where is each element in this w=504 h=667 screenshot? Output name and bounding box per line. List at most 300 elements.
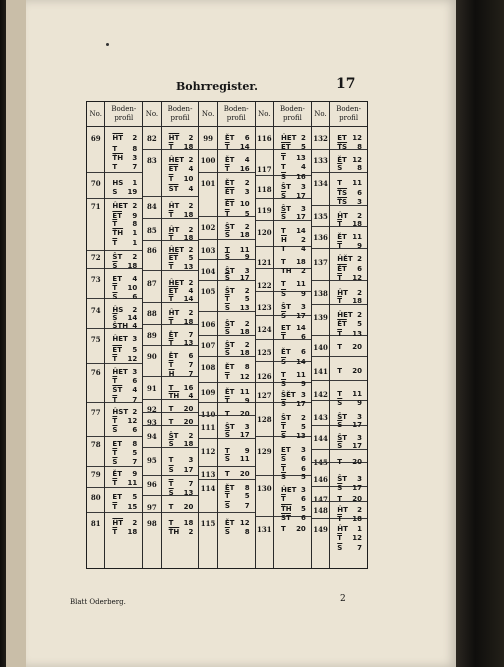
soil-type: ŜT — [224, 423, 235, 431]
layer-thickness: 2 — [132, 253, 138, 261]
soil-type: $\overline{S}$ — [281, 312, 287, 320]
layer-thickness: 5 — [188, 254, 194, 262]
row-divider — [105, 466, 142, 467]
bore-number: 135 — [313, 212, 328, 221]
layer-thickness: 19 — [127, 188, 138, 196]
soil-type: TH — [281, 267, 292, 275]
row-divider — [87, 268, 104, 269]
row-divider — [312, 400, 329, 401]
soil-type: $\overline{ĔT}$ — [224, 200, 235, 208]
bore-number: 129 — [257, 447, 272, 456]
bore-number: 82 — [147, 134, 157, 143]
row-divider — [143, 425, 160, 426]
layer-thickness: 9 — [300, 380, 306, 388]
row-divider — [312, 425, 329, 426]
soil-type: $\overline{TH}$ — [168, 392, 180, 400]
layer-thickness: 9 — [357, 399, 363, 407]
bore-number: 80 — [90, 493, 101, 502]
layer-thickness: 12 — [127, 417, 138, 425]
column-header-no: No. — [143, 102, 160, 127]
layer-thickness: 4 — [300, 245, 306, 253]
soil-type: ĤET — [112, 368, 128, 376]
soil-type: $\overline{T}$ — [168, 318, 174, 326]
row-divider — [162, 512, 199, 513]
row-divider — [256, 149, 273, 150]
layer-thickness: 7 — [357, 544, 363, 552]
row-divider — [256, 382, 273, 383]
bore-number: 122 — [257, 281, 272, 290]
layer-thickness: 20 — [352, 495, 363, 503]
bore-number: 138 — [313, 289, 328, 298]
layer-thickness: 11 — [239, 246, 250, 254]
row-divider — [312, 248, 329, 249]
layer-thickness: 2 — [357, 506, 363, 514]
soil-type: $\overline{T}$ — [168, 295, 174, 303]
soil-type: T̂S — [337, 189, 348, 197]
soil-type: $\overline{S}$ — [281, 455, 287, 463]
layer-thickness: 18 — [239, 231, 250, 239]
layer-thickness: 18 — [239, 349, 250, 357]
layer-thickness: 1 — [132, 229, 138, 237]
book-spine — [456, 0, 504, 667]
bore-number: 130 — [257, 484, 272, 493]
layer-thickness: 5 — [244, 210, 250, 218]
soil-type: $\overline{S}$ — [224, 253, 230, 261]
layer-thickness: 12 — [127, 355, 138, 363]
soil-type: ŜT — [224, 267, 235, 275]
soil-type: $\overline{S}$ — [281, 358, 287, 366]
soil-type: ĔT — [337, 233, 347, 241]
row-divider — [312, 226, 329, 227]
layer-thickness: 5 — [244, 492, 250, 500]
bore-number: 141 — [313, 367, 328, 376]
row-divider — [105, 487, 142, 488]
layer-thickness: 3 — [357, 198, 363, 206]
soil-type: ĤET — [281, 486, 297, 494]
bore-number: 134 — [313, 179, 328, 188]
soil-type: $\overline{T}$ — [337, 297, 343, 305]
soil-type: $\overline{S}$ — [112, 293, 118, 301]
column-header-profile: Boden- profil — [162, 102, 199, 127]
row-divider — [199, 335, 216, 336]
bore-number: 78 — [90, 440, 101, 449]
soil-profile-column — [330, 102, 367, 568]
soil-type: ŜT — [281, 303, 291, 311]
soil-type: ĔT — [224, 156, 235, 164]
layer-thickness: 9 — [132, 212, 138, 220]
row-divider — [256, 246, 273, 247]
soil-type: T — [112, 163, 118, 171]
bore-number: 118 — [257, 185, 272, 194]
soil-type: $\overline{T}$ — [112, 503, 118, 511]
soil-type: $\overline{S}$ — [112, 262, 118, 270]
layer-thickness: 2 — [357, 289, 363, 297]
row-divider — [312, 304, 329, 305]
bore-number: 72 — [90, 253, 101, 262]
layer-thickness: 2 — [188, 134, 194, 142]
soil-type: T — [281, 227, 286, 235]
soil-type: $\overline{S}$ — [112, 314, 118, 322]
soil-type: $\overline{T}$ — [112, 355, 118, 363]
soil-type: $\overline{T}$ — [112, 449, 118, 457]
layer-thickness: 20 — [352, 343, 363, 351]
layer-thickness: 4 — [132, 275, 138, 283]
bore-number: 93 — [147, 418, 157, 427]
row-divider — [105, 512, 142, 513]
layer-thickness: 18 — [183, 143, 194, 151]
row-divider — [256, 339, 273, 340]
layer-thickness: 1 — [357, 525, 363, 533]
row-divider — [143, 149, 160, 150]
soil-type: $\overline{ET}$ — [168, 287, 179, 295]
column-header-no: No. — [199, 102, 216, 127]
row-divider — [143, 512, 160, 513]
soil-type: $\overline{S}$ — [224, 431, 230, 439]
row-divider — [162, 475, 199, 476]
layer-thickness: 6 — [300, 465, 306, 473]
row-divider — [312, 280, 329, 281]
bore-number: 125 — [257, 348, 272, 357]
row-divider — [256, 175, 273, 176]
layer-thickness: 17 — [239, 431, 250, 439]
soil-type: T — [224, 447, 230, 455]
layer-thickness: 13 — [183, 489, 194, 497]
bore-number: 113 — [200, 470, 216, 479]
bore-number: 111 — [200, 423, 216, 432]
bore-number: 71 — [90, 202, 101, 211]
soil-type: $\overline{ŜT}$ — [168, 185, 179, 193]
soil-type: ŜT — [224, 223, 235, 231]
row-divider — [162, 196, 199, 197]
bore-number: 88 — [147, 309, 157, 318]
layer-thickness: 13 — [183, 263, 194, 271]
bore-number: 140 — [313, 343, 328, 352]
soil-type: T — [112, 145, 118, 153]
row-divider — [199, 259, 216, 260]
layer-thickness: 4 — [132, 322, 138, 330]
layer-thickness: 20 — [183, 503, 194, 511]
layer-thickness: 5 — [132, 346, 138, 354]
layer-thickness: 3 — [188, 456, 194, 464]
bore-number: 69 — [90, 134, 101, 143]
soil-type: $\overline{T}$ — [224, 210, 230, 218]
layer-thickness: 17 — [239, 274, 250, 282]
layer-thickness: 8 — [244, 528, 250, 536]
layer-thickness: 17 — [352, 421, 363, 429]
layer-thickness: 18 — [352, 515, 363, 523]
row-divider — [199, 466, 216, 467]
soil-type: ĔT — [224, 388, 235, 396]
layer-thickness: 6 — [188, 352, 194, 360]
soil-type: $\overline{S}$ — [281, 290, 287, 298]
soil-type: ŜT — [281, 205, 291, 213]
soil-type: T — [168, 405, 174, 413]
soil-type: T — [168, 418, 174, 426]
layer-thickness: 7 — [188, 480, 194, 488]
soil-type: $\overline{S}$ — [337, 421, 343, 429]
soil-type: ĤET — [168, 156, 185, 164]
soil-type: ET — [337, 134, 347, 142]
layer-thickness: 20 — [239, 470, 250, 478]
soil-type: ĤST — [112, 408, 129, 416]
soil-type: $\overline{S}$ — [224, 349, 230, 357]
bore-number: 86 — [147, 246, 157, 255]
row-divider — [87, 363, 104, 364]
bore-number: 143 — [313, 413, 328, 422]
soil-type: $\overline{ĔT}$ — [337, 265, 347, 273]
number-column — [87, 102, 105, 568]
layer-thickness: 2 — [188, 528, 194, 536]
layer-thickness: 3 — [132, 154, 138, 162]
soil-type: $\overline{T}$ — [168, 480, 174, 488]
bore-number: 107 — [200, 341, 216, 350]
layer-thickness: 6 — [300, 455, 306, 463]
row-divider — [87, 487, 104, 488]
soil-type: ĤT — [337, 525, 348, 533]
soil-type: ŜT — [224, 341, 235, 349]
soil-type: $\overline{ŜT}$ — [112, 386, 123, 394]
layer-thickness: 2 — [132, 134, 138, 142]
layer-thickness: 5 — [300, 505, 306, 513]
soil-type: T — [224, 246, 230, 254]
soil-type: $\overline{T}$ — [168, 263, 174, 271]
soil-type: $\overline{T}$ — [112, 528, 118, 536]
soil-type: $\overline{T}$ — [168, 234, 174, 242]
row-divider — [143, 218, 160, 219]
row-divider — [105, 436, 142, 437]
layer-thickness: 2 — [244, 320, 250, 328]
row-divider — [87, 172, 104, 173]
row-divider — [312, 501, 329, 502]
soil-type: $\overline{S}$ — [168, 489, 174, 497]
layer-thickness: 9 — [244, 253, 250, 261]
soil-type: $\overline{T}$ — [112, 220, 118, 228]
soil-type: $\overline{S}$ — [337, 399, 343, 407]
layer-thickness: 2 — [244, 341, 250, 349]
soil-type: ET — [112, 275, 122, 283]
bore-number: 114 — [200, 484, 216, 493]
soil-type: $\overline{T}$ — [224, 492, 230, 500]
layer-thickness: 2 — [300, 267, 306, 275]
row-divider — [143, 475, 160, 476]
soil-type: $\overline{S}$ — [337, 442, 343, 450]
bore-number: 116 — [257, 134, 272, 143]
bore-number: 75 — [90, 335, 101, 344]
layer-thickness: 18 — [352, 220, 363, 228]
layer-thickness: 7 — [188, 361, 194, 369]
row-divider — [87, 512, 104, 513]
number-column — [143, 102, 161, 568]
row-divider — [87, 466, 104, 467]
soil-type: ET — [112, 440, 122, 448]
soil-type: ĔT — [224, 179, 235, 187]
soil-type: ĔT — [281, 348, 291, 356]
bore-number: 139 — [313, 313, 328, 322]
layer-thickness: 2 — [132, 202, 138, 210]
layer-thickness: 3 — [357, 413, 363, 421]
bore-number: 128 — [257, 415, 272, 424]
bore-number: 136 — [313, 233, 328, 242]
row-divider — [256, 475, 273, 476]
soil-type: ŜT — [112, 253, 123, 261]
layer-thickness: 3 — [300, 205, 306, 213]
soil-type: ĔT — [224, 484, 235, 492]
soil-type: $\overline{T}$ — [281, 154, 286, 162]
soil-type: $\overline{S}$ — [281, 213, 287, 221]
row-divider — [312, 486, 329, 487]
soil-type: $\overline{T}$ — [337, 220, 343, 228]
row-divider — [143, 447, 160, 448]
soil-type: S — [112, 188, 118, 196]
soil-type: $\overline{ĤT}$ — [168, 134, 180, 142]
soil-type: $\overline{S}$ — [281, 173, 287, 181]
soil-type: ĤET — [337, 311, 353, 319]
row-divider — [143, 196, 160, 197]
soil-type: ŜT — [337, 413, 348, 421]
sheet-name: Blatt Oderberg. — [70, 598, 126, 606]
layer-thickness: 2 — [244, 287, 250, 295]
row-divider — [105, 198, 142, 199]
soil-type: ĔT — [112, 470, 122, 478]
soil-type: T — [337, 367, 343, 375]
layer-thickness: 11 — [352, 179, 363, 187]
bore-number: 90 — [147, 352, 157, 361]
layer-thickness: 14 — [296, 227, 306, 235]
soil-type: $\overline{S}$ — [168, 440, 174, 448]
bore-number: 104 — [200, 267, 216, 276]
layer-thickness: 8 — [357, 143, 363, 151]
row-divider — [199, 402, 216, 403]
row-divider — [143, 412, 160, 413]
layer-thickness: 3 — [132, 368, 138, 376]
soil-type: $\overline{T}$ — [337, 242, 343, 250]
column-header-profile: Boden- profil — [218, 102, 255, 127]
soil-type: ET — [281, 446, 291, 454]
layer-thickness: 18 — [239, 328, 250, 336]
soil-type: $\overline{T}$ — [168, 339, 174, 347]
layer-thickness: 9 — [132, 470, 138, 478]
row-divider — [256, 198, 273, 199]
soil-type: ĔT — [224, 363, 235, 371]
soil-type: $\overline{T}$ — [112, 396, 118, 404]
soil-type: T — [337, 179, 343, 187]
soil-type: $\overline{T}$ — [224, 143, 230, 151]
bore-number: 97 — [147, 503, 157, 512]
bore-number: 148 — [313, 506, 328, 515]
soil-type: $\overline{T}$ — [281, 465, 286, 473]
row-divider — [312, 205, 329, 206]
layer-thickness: 6 — [357, 265, 363, 273]
layer-thickness: 3 — [357, 475, 363, 483]
layer-thickness: 20 — [183, 405, 194, 413]
row-divider — [143, 240, 160, 241]
row-divider — [199, 415, 216, 416]
bore-number: 112 — [200, 447, 216, 456]
soil-type: $\overline{T}$ — [224, 373, 230, 381]
row-divider — [87, 250, 104, 251]
soil-type: $\overline{T}$ — [337, 534, 343, 542]
layer-thickness: 17 — [183, 466, 194, 474]
soil-type: $\overline{T}$ — [281, 495, 286, 503]
soil-type: T̂H — [112, 229, 124, 237]
bore-number: 108 — [200, 363, 216, 372]
page-number: 17 — [336, 76, 356, 92]
layer-thickness: 12 — [239, 519, 250, 527]
soil-type: T — [168, 519, 174, 527]
layer-thickness: 4 — [188, 185, 194, 193]
soil-type: ŜĔT — [281, 391, 296, 399]
bore-number: 89 — [147, 331, 157, 340]
column-header-no: No. — [312, 102, 329, 127]
number-column — [256, 102, 274, 568]
layer-thickness: 17 — [296, 192, 306, 200]
bore-number: 74 — [90, 306, 101, 315]
layer-thickness: 13 — [239, 304, 250, 312]
row-divider — [218, 466, 255, 467]
soil-type: ĤET — [112, 202, 128, 210]
row-divider — [143, 324, 160, 325]
layer-thickness: 12 — [352, 134, 363, 142]
bore-number: 95 — [147, 456, 157, 465]
bore-number: 115 — [200, 519, 216, 528]
row-divider — [312, 518, 329, 519]
row-divider — [143, 376, 160, 377]
layer-thickness: 5 — [300, 423, 306, 431]
layer-thickness: 2 — [188, 309, 194, 317]
soil-type: $\overline{T}$ — [224, 295, 230, 303]
layer-thickness: 17 — [352, 442, 363, 450]
column-header-profile: Boden- profil — [330, 102, 367, 127]
layer-thickness: 18 — [352, 297, 363, 305]
layer-thickness: 3 — [300, 303, 306, 311]
bore-number: 87 — [147, 279, 157, 288]
soil-type: ĤT — [168, 309, 180, 317]
layer-thickness: 4 — [300, 163, 306, 171]
row-divider — [143, 399, 160, 400]
row-divider — [199, 512, 216, 513]
soil-type: $\overline{ET}$ — [112, 212, 122, 220]
layer-thickness: 6 — [300, 514, 306, 522]
bore-number: 127 — [257, 391, 272, 400]
layer-thickness: 8 — [132, 145, 138, 153]
soil-type: ŜT — [224, 320, 235, 328]
layer-thickness: 10 — [239, 200, 250, 208]
bore-number: 121 — [257, 258, 272, 267]
column-header-profile: Boden- profil — [105, 102, 142, 127]
layer-thickness: 5 — [132, 449, 138, 457]
row-divider — [199, 438, 216, 439]
bore-number: 91 — [147, 384, 157, 393]
layer-thickness: 7 — [188, 370, 194, 378]
soil-type: ĤT — [337, 212, 348, 220]
soil-type: ĔT — [224, 519, 235, 527]
layer-thickness: 4 — [188, 392, 194, 400]
layer-thickness: 2 — [300, 134, 306, 142]
soil-type: $\overline{ET}$ — [168, 165, 179, 173]
soil-type: $\overline{S}$ — [168, 466, 174, 474]
soil-type: ŜT — [224, 287, 235, 295]
soil-type: $\overline{S}$ — [224, 231, 230, 239]
layer-thickness: 5 — [244, 295, 250, 303]
layer-thickness: 12 — [352, 156, 363, 164]
soil-type: T — [168, 384, 174, 392]
soil-type: $\overline{ĔT}$ — [337, 320, 347, 328]
soil-type: $\overline{T}$ — [168, 211, 174, 219]
soil-type: ŜT — [281, 414, 291, 422]
layer-thickness: 20 — [239, 410, 250, 418]
layer-thickness: 3 — [244, 423, 250, 431]
layer-thickness: 2 — [244, 179, 250, 187]
